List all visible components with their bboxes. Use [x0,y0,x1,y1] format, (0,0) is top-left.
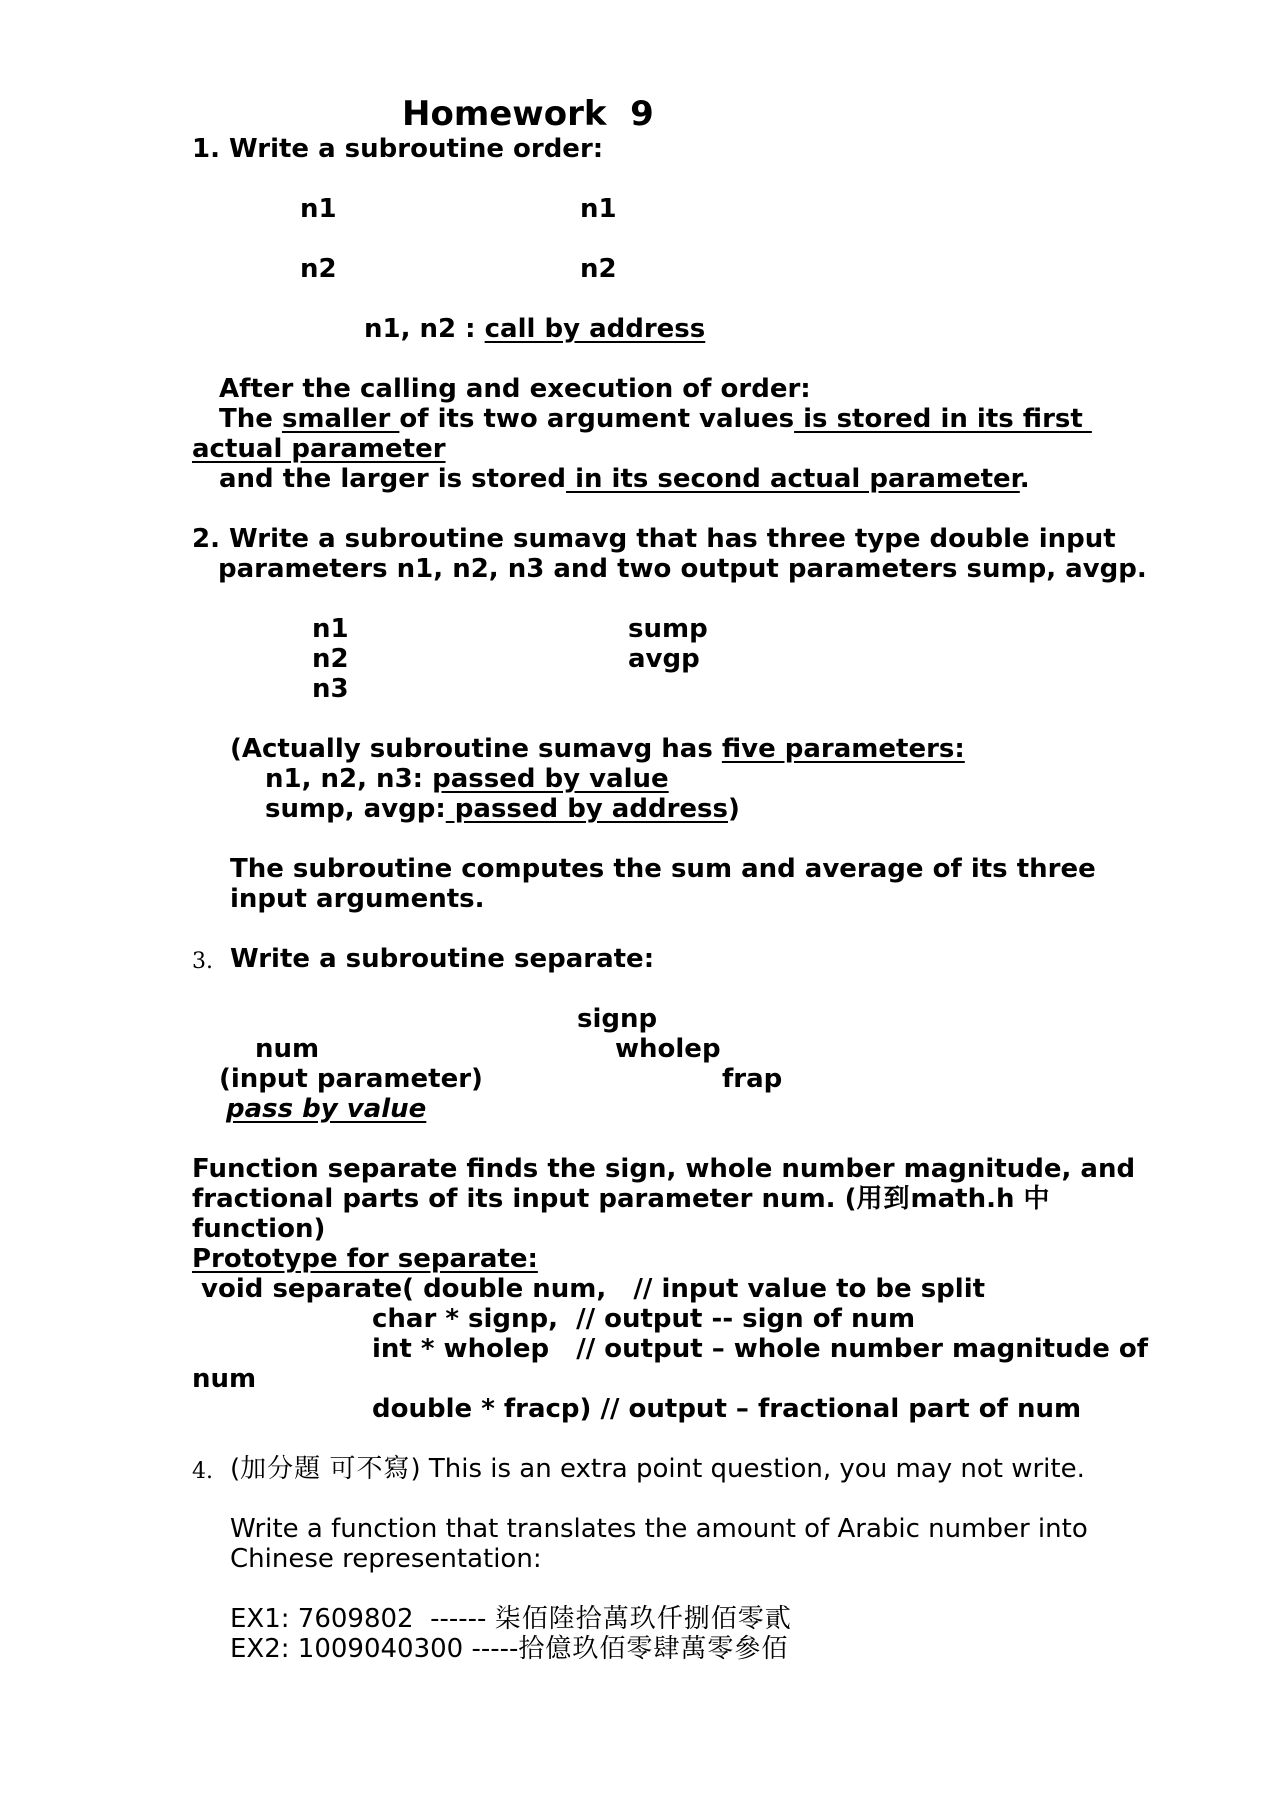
q2-passed-by-value-line [265,764,669,794]
q4-example1 [230,1604,792,1634]
q3-heading: Write a subroutine separate: [230,944,655,974]
q4-intro: This is an extra point question, you may not write. [420,1454,1085,1484]
q4-paren-close: ) [410,1454,421,1484]
q4-intro-line [230,1454,1085,1484]
q4-ex2-glyphs: 拾億玖佰零肆萬零參佰 [518,1634,789,1664]
q4-example2 [230,1634,788,1664]
q1-line1-c: of its two argument values [399,404,795,434]
q3-prototype-line2: char * signp, // output -- sign of num [372,1304,916,1334]
q4-desc-line2: Chinese representation: [230,1544,542,1574]
q4-desc-line1: Write a function that translates the amount of Arabic number into [230,1514,1088,1544]
q3-func2-a: fractional parts of its input parameter num. ( [192,1184,857,1214]
q1-input-n2: n2 [300,254,337,284]
q4-glyphs-a: 加分題 [240,1454,322,1484]
q3-wholep: wholep [615,1034,721,1064]
q1-line1 [219,404,1092,434]
q1-output-n1: n1 [580,194,617,224]
q2-input-n1: n1 [312,614,349,644]
q3-prototype-line1: void separate( double num, // input value to be split [192,1274,986,1304]
q2-passed-by-address-line [265,794,740,824]
q3-num: num [255,1034,320,1064]
q2-input-n3: n3 [312,674,349,704]
q2-passed-by-address: passed by address [445,794,728,824]
q3-pass-by-value: pass by value [226,1094,427,1124]
q2-five-parameters: five parameters: [721,734,965,764]
page-title: Homework 9 [402,94,654,134]
q1-line3-period: . [1019,464,1030,494]
q1-line3-a: and the larger is stored [219,464,567,494]
q3-func2-glyph2: 中 [1023,1184,1051,1214]
q1-line1-a: The [219,404,282,434]
q2-output-avgp: avgp [628,644,700,674]
q1-note [364,314,705,344]
q2-actually [230,734,965,764]
q1-line1-first: is stored in its first [794,404,1092,434]
q2-pa-prefix: sump, avgp: [265,794,446,824]
q2-actually-a: (Actually subroutine sumavg has [230,734,722,764]
q4-ex2-label: EX2: 1009040300 ----- [230,1634,519,1664]
q2-passed-by-value: passed by value [432,764,669,794]
q2-pa-close: ) [727,794,740,824]
q3-func2-glyphs: 用到 [856,1184,911,1214]
q1-note-prefix: n1, n2 : [364,314,485,344]
q3-func2-b: math.h [910,1184,1024,1214]
q1-output-n2: n2 [580,254,617,284]
q2-output-sump: sump [628,614,708,644]
q2-input-n2: n2 [312,644,349,674]
q2-desc-line2: input arguments. [230,884,485,914]
q3-prototype-line3: int * wholep // output – whole number magnitude of [372,1334,1149,1364]
q1-input-n1: n1 [300,194,337,224]
q3-func-line3: function) [192,1214,326,1244]
q4-ex1-label: EX1: 7609802 ------ [230,1604,495,1634]
q1-after: After the calling and execution of order: [219,374,811,404]
q1-line1-smaller: smaller [281,404,400,434]
q1-line2: actual parameter [192,434,446,464]
q2-desc-line1: The subroutine computes the sum and average of its three [230,854,1096,884]
q3-input-parameter: (input parameter) [219,1064,483,1094]
q1-heading: 1. Write a subroutine order: [192,134,604,164]
q4-paren-open: ( [230,1454,241,1484]
q4-ex1-glyphs: 柒佰陸拾萬玖仟捌佰零貳 [494,1604,792,1634]
q1-line3 [219,464,1030,494]
q3-prototype-line4: num [192,1364,257,1394]
q4-glyphs-b: 可不寫 [329,1454,411,1484]
q3-prototype-heading: Prototype for separate: [192,1244,538,1274]
q3-signp: signp [577,1004,658,1034]
q2-heading-line2: parameters n1, n2, n3 and two output parameters sump, avgp. [218,554,1147,584]
q2-heading-line1: 2. Write a subroutine sumavg that has three type double input [192,524,1116,554]
q3-prototype-line5: double * fracp) // output – fractional part of num [372,1394,1082,1424]
q1-note-call-by-address: call by address [484,314,706,344]
q3-number: 3. [192,949,213,974]
q1-line3-second: in its second actual parameter [566,464,1020,494]
q4-number: 4. [192,1459,213,1484]
q3-frap: frap [722,1064,783,1094]
q3-func-line1: Function separate finds the sign, whole number magnitude, and [192,1154,1136,1184]
q2-pv-prefix: n1, n2, n3: [265,764,433,794]
q3-func-line2 [192,1184,1051,1214]
